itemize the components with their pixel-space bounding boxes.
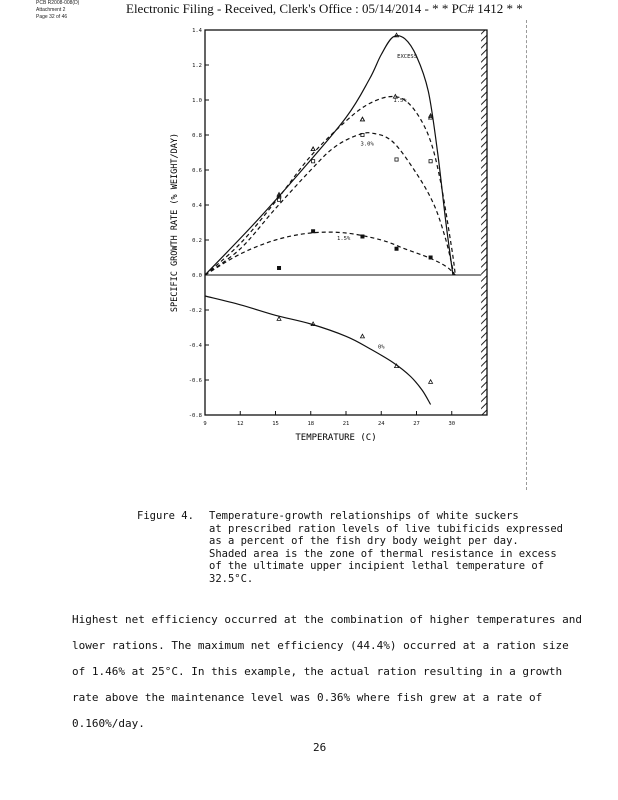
- data-point: [360, 117, 364, 121]
- data-points: [277, 33, 433, 383]
- data-point: [312, 230, 315, 233]
- data-point: [429, 160, 432, 163]
- x-tick-label: 24: [377, 421, 385, 427]
- x-tick-label: 30: [448, 421, 456, 427]
- data-point: [312, 160, 315, 163]
- y-tick-label: 0.8: [192, 133, 202, 139]
- paragraph-line: rate above the maintenance level was 0.36% where fish grew at a rate of: [72, 691, 543, 704]
- x-tick-label: 21: [342, 421, 350, 427]
- data-point: [361, 235, 364, 238]
- data-point: [277, 266, 280, 269]
- curve-label: EXCESS: [397, 54, 418, 60]
- y-tick-label: 0.4: [192, 203, 202, 209]
- y-tick-label: 1.0: [192, 98, 202, 104]
- y-tick-label: -0.2: [188, 308, 202, 314]
- y-tick-label: 0.0: [192, 273, 202, 279]
- paragraph-line: lower rations. The maximum net efficiency (44.4%) occurred at a ration size: [72, 639, 569, 652]
- series-curve: [205, 232, 455, 275]
- data-point: [360, 334, 364, 338]
- y-tick-label: -0.8: [188, 413, 202, 419]
- series-curves: [205, 36, 455, 405]
- series-curve: [205, 36, 453, 275]
- margin-rule: [526, 20, 527, 490]
- data-point: [277, 317, 281, 321]
- x-tick-label: 15: [272, 421, 279, 427]
- stamp-line: Page 32 of 46: [36, 14, 68, 20]
- filing-header: Electronic Filing - Received, Clerk's Office : 05/14/2014 - * * PC# 1412 * *: [126, 1, 523, 16]
- y-axis-label: SPECIFIC GROWTH RATE (% WEIGHT/DAY): [170, 132, 180, 313]
- curve-labels: [337, 54, 417, 351]
- y-tick-label: 0.2: [192, 238, 202, 244]
- data-point: [395, 158, 398, 161]
- stamp-line: Attachment 2: [36, 7, 66, 13]
- x-axis-label: TEMPERATURE (C): [295, 433, 377, 443]
- curve-label: 1.5%: [393, 97, 407, 104]
- curve-label: 3.0%: [360, 141, 374, 148]
- y-tick-label: -0.6: [188, 378, 202, 384]
- document-stamp: [36, 0, 79, 21]
- body-paragraph: [72, 607, 582, 737]
- x-tick-label: 27: [413, 421, 420, 427]
- plot-frame: [205, 30, 487, 415]
- caption-label: Figure 4.: [137, 510, 194, 522]
- data-point: [429, 256, 432, 259]
- curve-label: 0%: [377, 344, 385, 351]
- stamp-line: PCB R2008-008(D): [36, 0, 80, 6]
- data-point: [311, 147, 315, 151]
- series-curve: [205, 296, 431, 405]
- data-point: [429, 380, 433, 384]
- paragraph-line: 0.160%/day.: [72, 717, 145, 730]
- y-tick-label: 0.6: [192, 168, 202, 174]
- x-tick-label: 9: [203, 421, 207, 427]
- y-tick-label: 1.2: [192, 63, 202, 69]
- y-tick-label: 1.4: [192, 28, 202, 34]
- paragraph-line: Highest net efficiency occurred at the combination of higher temperatures and: [72, 613, 582, 626]
- caption-body: Temperature-growth relationships of white suckers at prescribed ration levels of live tubificids expressed as a percent of the fish dry body weight per day. Shaded area is the zone of thermal resistance in excess of the ultimate upper incipient lethal temperature of 32.5°C.: [209, 510, 564, 585]
- x-tick-label: 18: [307, 421, 315, 427]
- paragraph-line: of 1.46% at 25°C. In this example, the actual ration resulting in a growth: [72, 665, 563, 678]
- curve-label: 1.5%: [337, 236, 351, 242]
- shaded-area: [481, 30, 487, 415]
- y-tick-label: -0.4: [188, 343, 202, 349]
- series-curve: [205, 96, 455, 275]
- x-tick-label: 12: [236, 421, 244, 427]
- data-point: [395, 247, 398, 250]
- thermal-resistance-zone: [481, 30, 487, 415]
- page-number: 26: [313, 741, 327, 754]
- growth-chart: [160, 22, 500, 452]
